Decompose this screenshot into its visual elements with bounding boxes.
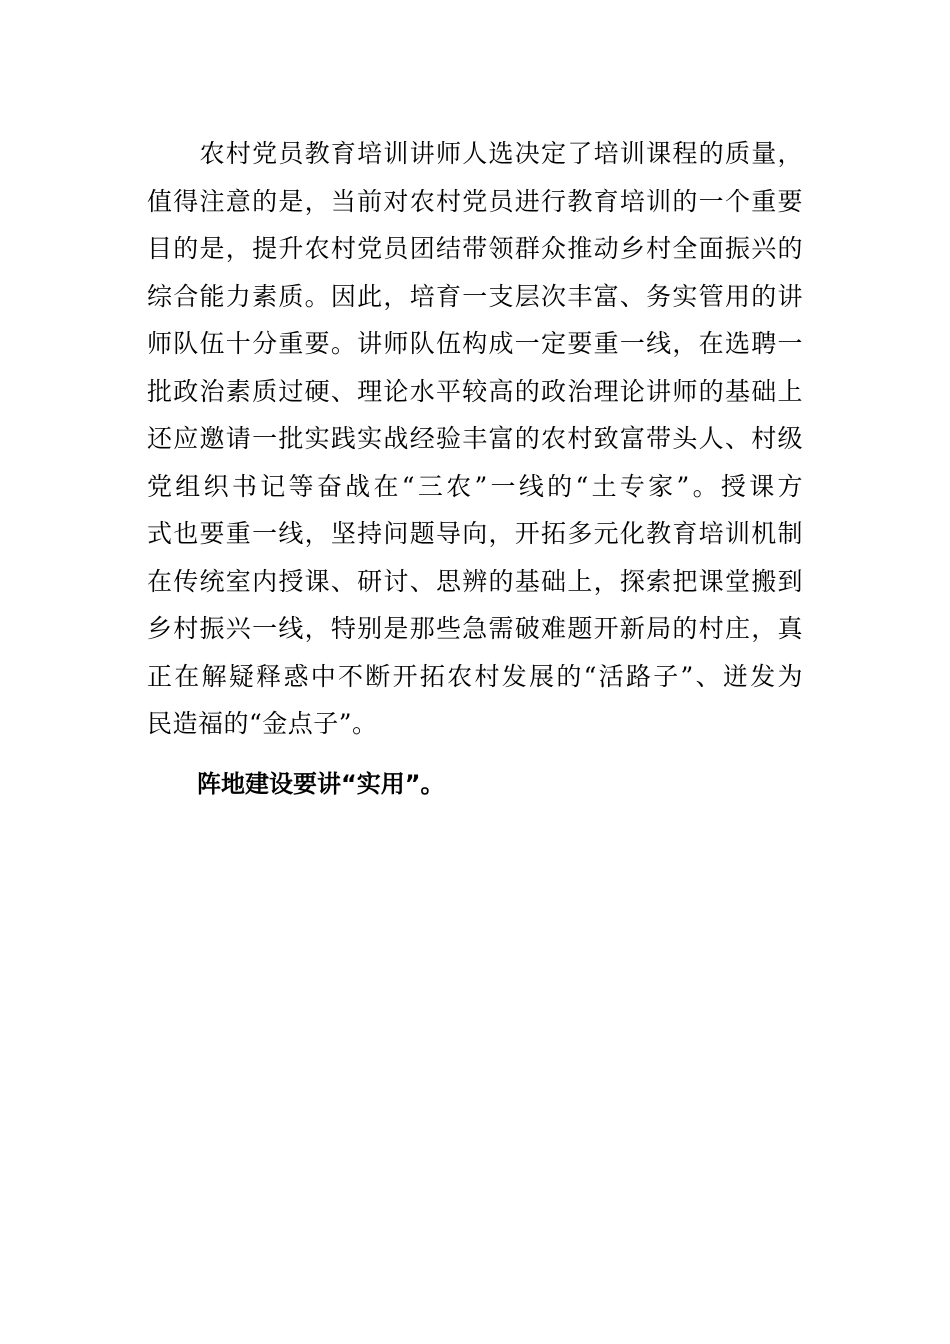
paragraph-line-3: 目的是，提升农村党员团结带领群众推动乡村全面振兴的 — [147, 234, 803, 263]
paragraph-line-6: 批政治素质过硬、理论水平较高的政治理论讲师的基础上 — [147, 376, 803, 406]
paragraph-line-9: 式也要重一线，坚持问题导向，开拓多元化教育培训机制 — [147, 519, 803, 548]
paragraph-line-11: 乡村振兴一线，特别是那些急需破难题开新局的村庄，真 — [147, 614, 803, 643]
paragraph-line-8: 党组织书记等奋战在“三农”一线的“土专家”。授课方 — [147, 471, 803, 501]
paragraph-line-4: 综合能力素质。因此，培育一支层次丰富、务实管用的讲 — [147, 281, 803, 311]
paragraph-line-1: 农村党员教育培训讲师人选决定了培训课程的质量， — [147, 139, 803, 168]
paragraph-line-10: 在传统室内授课、研讨、思辨的基础上，探索把课堂搬到 — [147, 566, 803, 596]
paragraph-line-13: 民造福的“金点子”。 — [147, 709, 378, 738]
paragraph-line-12: 正在解疑释惑中不断开拓农村发展的“活路子”、迸发为 — [147, 661, 803, 691]
body-paragraph — [147, 130, 803, 748]
document-page — [147, 130, 803, 814]
paragraph-line-2: 值得注意的是，当前对农村党员进行教育培训的一个重要 — [147, 186, 803, 216]
section-heading: 阵地建设要讲“实用”。 — [197, 769, 445, 798]
paragraph-line-5: 师队伍十分重要。讲师队伍构成一定要重一线，在选聘一 — [147, 329, 803, 358]
paragraph-line-7: 还应邀请一批实践实战经验丰富的农村致富带头人、村级 — [147, 424, 803, 453]
